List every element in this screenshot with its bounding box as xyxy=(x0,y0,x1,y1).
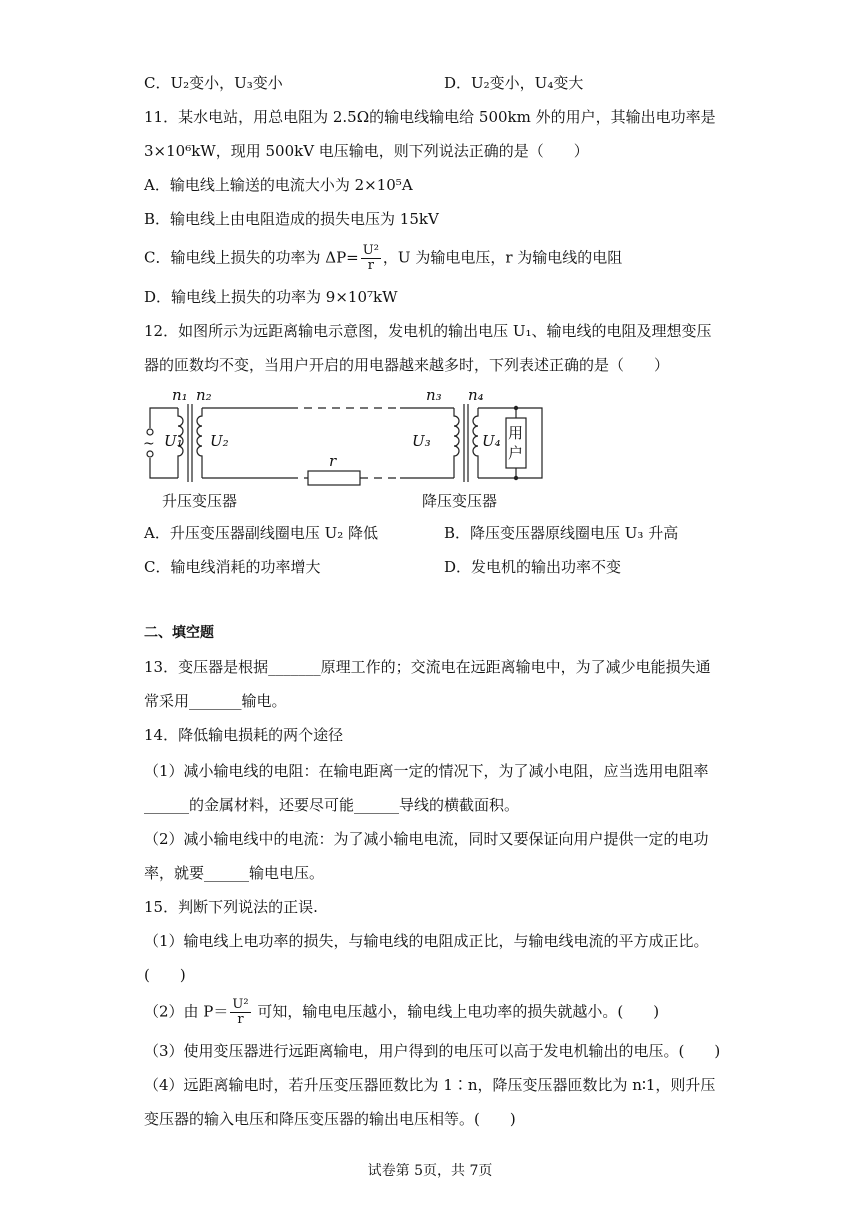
label-u2: U₂ xyxy=(210,432,229,450)
q11-option-b: B．输电线上由电阻造成的损失电压为 15kV xyxy=(144,210,439,228)
q15-statement4-line2: 变压器的输入电压和降压变压器的输出电压相等。( ) xyxy=(144,1110,516,1128)
q15-statement2-post: 可知，输电电压越小，输电线上电功率的损失就越小。( ) xyxy=(252,1002,660,1021)
q11-option-c xyxy=(144,244,622,273)
q15-statement3: （3）使用变压器进行远距离输电，用户得到的电压可以高于发电机输出的电压。( ) xyxy=(144,1042,721,1060)
user-label-bottom: 户 xyxy=(508,444,524,462)
label-n2: n₂ xyxy=(196,386,212,404)
label-u1: U₁ xyxy=(164,432,183,450)
label-n3: n₃ xyxy=(426,386,442,404)
label-r: r xyxy=(329,452,337,470)
fraction-numerator: U² xyxy=(362,243,379,258)
fraction-denominator: r xyxy=(237,1012,244,1027)
q12-option-d: D．发电机的输出功率不变 xyxy=(444,558,622,576)
q11-option-d: D．输电线上损失的功率为 9×10⁷kW xyxy=(144,288,398,306)
q15-statement1-line1: （1）输电线上电功率的损失，与输电线的电阻成正比，与输电线电流的平方成正比。 xyxy=(144,932,709,950)
ac-symbol: ~ xyxy=(143,436,155,452)
q11-stem-line1: 11．某水电站，用总电阻为 2.5Ω的输电线输电给 500km 外的用户，其输出电功率是 xyxy=(144,108,716,126)
user-label-top: 用 xyxy=(508,424,524,442)
q11-stem-line2: 3×10⁶kW，现用 500kV 电压输电，则下列说法正确的是（ ） xyxy=(144,142,589,160)
step-up-transformer-label: 升压变压器 xyxy=(162,492,238,510)
q12-option-b: B．降压变压器原线圈电压 U₃ 升高 xyxy=(444,524,679,542)
q11-formula-fraction xyxy=(361,244,381,273)
q13-line2: 常采用_______输电。 xyxy=(144,692,287,710)
q10-option-c: C．U₂变小，U₃变小 xyxy=(144,74,283,92)
q12-option-c: C．输电线消耗的功率增大 xyxy=(144,558,321,576)
q14-part2-line2: 率，就要______输电电压。 xyxy=(144,864,325,882)
page-footer: 试卷第 5页，共 7页 xyxy=(367,1163,493,1179)
label-n1: n₁ xyxy=(172,386,188,404)
q14-part2-line1: （2）减小输电线中的电流：为了减小输电电流，同时又要保证向用户提供一定的电功 xyxy=(144,830,709,848)
q12-stem-line1: 12．如图所示为远距离输电示意图，发电机的输出电压 U₁、输电线的电阻及理想变压 xyxy=(144,322,712,340)
step-down-transformer-label: 降压变压器 xyxy=(422,492,498,510)
label-u4: U₄ xyxy=(482,432,501,450)
q11-option-c-post: ，U 为输电电压，r 为输电线的电阻 xyxy=(382,248,623,267)
q10-option-d: D．U₂变小，U₄变大 xyxy=(444,74,584,92)
q13-line1: 13．变压器是根据_______原理工作的；交流电在远距离输电中，为了减少电能损失通 xyxy=(144,658,711,676)
q15-statement1-line2: ( ) xyxy=(144,966,186,984)
label-n4: n₄ xyxy=(468,386,484,404)
q11-option-c-pre: C．输电线上损失的功率为 ΔP= xyxy=(144,248,359,267)
q12-option-a: A．升压变压器副线圈电压 U₂ 降低 xyxy=(144,524,379,542)
q15-statement4-line1: （4）远距离输电时，若升压变压器匝数比为 1∶n，降压变压器匝数比为 n∶1，则升压 xyxy=(144,1076,716,1094)
q15-statement2-pre: （2）由 P＝ xyxy=(144,1002,229,1021)
power-transmission-diagram xyxy=(140,382,560,514)
q11-option-a: A．输电线上输送的电流大小为 2×10⁵A xyxy=(144,176,413,194)
q12-stem-line2: 器的匝数均不变，当用户开启的用电器越来越多时，下列表述正确的是（ ） xyxy=(144,356,670,374)
fraction-denominator: r xyxy=(367,258,374,273)
section-title-fill-in: 二、填空题 xyxy=(144,625,214,641)
q14-part1-line2: ______的金属材料，还要尽可能______导线的横截面积。 xyxy=(144,796,520,814)
label-u3: U₃ xyxy=(412,432,431,450)
q15-formula-fraction xyxy=(230,998,250,1027)
q15-statement2 xyxy=(144,998,659,1027)
fraction-numerator: U² xyxy=(232,997,249,1012)
q14-title: 14．降低输电损耗的两个途径 xyxy=(144,726,344,744)
q15-title: 15．判断下列说法的正误. xyxy=(144,898,318,916)
q14-part1-line1: （1）减小输电线的电阻：在输电距离一定的情况下，为了减小电阻，应当选用电阻率 xyxy=(144,762,709,780)
